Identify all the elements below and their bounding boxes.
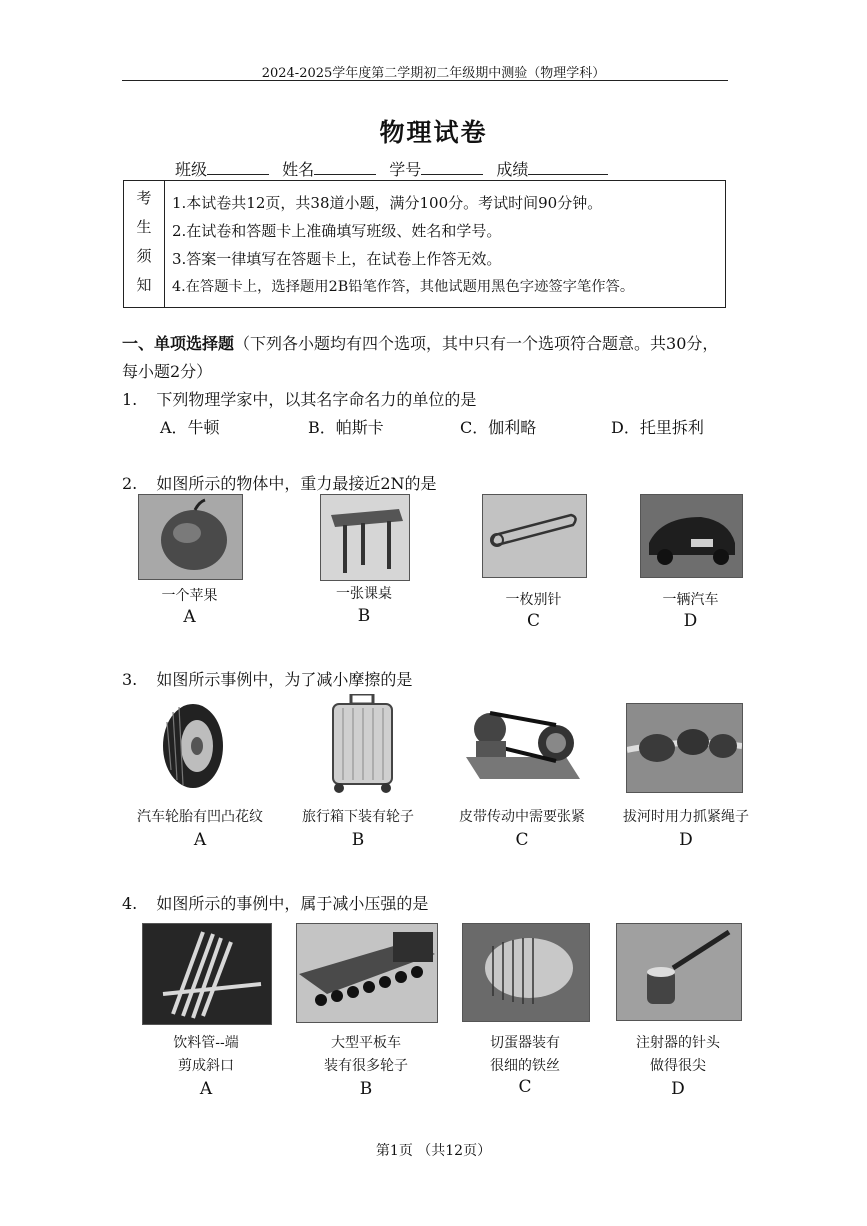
q1-option-b[interactable]: B．帕斯卡 bbox=[308, 418, 384, 437]
q1-option-c[interactable]: C．伽利略 bbox=[460, 418, 537, 437]
q2-option-d[interactable]: D bbox=[683, 611, 698, 631]
q4-option-a[interactable]: A bbox=[199, 1079, 213, 1099]
q4-option-d[interactable]: D bbox=[671, 1079, 685, 1099]
egg-slicer-image bbox=[462, 923, 590, 1022]
question-text: 下列物理学家中，以其名字命名力的单位的是 bbox=[156, 390, 477, 409]
syringe-image bbox=[616, 923, 742, 1021]
notice-item: 4.在答题卡上，选择题用2B铅笔作答，其他试题用黑色字迹签字笔作答。 bbox=[172, 279, 635, 295]
score-field[interactable] bbox=[496, 157, 608, 180]
exam-header: 2024-2025学年度第二学期初二年级期中测验（物理学科） bbox=[261, 66, 606, 81]
question-text: 如图所示的事例中，属于减小压强的是 bbox=[156, 894, 429, 913]
q2-caption-d: 一辆汽车 bbox=[662, 592, 719, 608]
straws-image bbox=[142, 923, 272, 1025]
name-field[interactable] bbox=[282, 157, 376, 180]
notice-items bbox=[172, 189, 721, 301]
page-title: 物理试卷 bbox=[379, 118, 488, 147]
section-title: 一、单项选择题 bbox=[122, 334, 235, 353]
score-label: 成绩 bbox=[496, 160, 529, 179]
q1-option-d[interactable]: D．托里拆利 bbox=[611, 418, 704, 437]
exam-notice-box bbox=[123, 180, 726, 308]
q3-caption-d: 拔河时用力抓紧绳子 bbox=[623, 809, 749, 825]
question-number: 2. bbox=[122, 474, 138, 493]
student-id-field[interactable] bbox=[389, 157, 483, 180]
belt-drive-image bbox=[462, 697, 584, 787]
header-rule bbox=[122, 80, 728, 81]
q2-caption-c: 一枚别针 bbox=[505, 592, 562, 608]
class-blank bbox=[207, 160, 269, 175]
section-description: （下列各小题均有四个选项，其中只有一个选项符合题意。共30分，每小题2分） bbox=[122, 334, 719, 381]
q2-option-b[interactable]: B bbox=[357, 606, 371, 626]
notice-item: 2.在试卷和答题卡上准确填写班级、姓名和学号。 bbox=[172, 222, 502, 240]
section-heading bbox=[122, 330, 732, 386]
flatbed-truck-image bbox=[296, 923, 438, 1023]
name-label: 姓名 bbox=[282, 160, 315, 179]
notice-side-char: 生 bbox=[136, 218, 152, 236]
safety-pin-image bbox=[482, 494, 587, 578]
q4-caption-a-line1: 饮料管--端 bbox=[173, 1035, 239, 1051]
q3-option-b[interactable]: B bbox=[351, 830, 365, 850]
q4-caption-b-line1: 大型平板车 bbox=[331, 1035, 401, 1051]
q2-option-a[interactable]: A bbox=[183, 607, 196, 627]
student-id-label: 学号 bbox=[389, 160, 422, 179]
q3-option-d[interactable]: D bbox=[679, 830, 693, 850]
q4-caption-d-line1: 注射器的针头 bbox=[636, 1035, 720, 1051]
notice-item: 1.本试卷共12页，共38道小题，满分100分。考试时间90分钟。 bbox=[172, 194, 603, 212]
suitcase-image bbox=[329, 694, 396, 794]
desk-image bbox=[320, 494, 410, 581]
question-1 bbox=[122, 387, 476, 410]
q3-option-c[interactable]: C bbox=[515, 830, 529, 850]
q3-option-a[interactable]: A bbox=[193, 830, 207, 850]
tug-of-war-image bbox=[626, 703, 743, 793]
notice-side-label bbox=[124, 181, 165, 307]
q3-caption-c: 皮带传动中需要张紧 bbox=[459, 809, 585, 825]
notice-side-char: 知 bbox=[136, 276, 152, 294]
q4-caption-d-line2: 做得很尖 bbox=[650, 1058, 706, 1074]
q3-caption-a: 汽车轮胎有凹凸花纹 bbox=[137, 809, 263, 825]
question-2 bbox=[122, 471, 437, 494]
car-image bbox=[640, 494, 743, 578]
student-info-fields bbox=[175, 157, 616, 180]
tire-image bbox=[157, 702, 229, 790]
question-number: 3. bbox=[122, 670, 138, 689]
q4-caption-c-line2: 很细的铁丝 bbox=[490, 1058, 560, 1074]
q1-option-a[interactable]: A．牛顿 bbox=[160, 418, 220, 437]
question-3 bbox=[122, 667, 412, 690]
student-id-blank bbox=[421, 160, 483, 175]
question-4 bbox=[122, 891, 428, 914]
q4-caption-c-line1: 切蛋器装有 bbox=[490, 1035, 560, 1051]
question-text: 如图所示的物体中，重力最接近2N的是 bbox=[156, 474, 437, 493]
q2-caption-a: 一个苹果 bbox=[161, 588, 218, 604]
q4-option-b[interactable]: B bbox=[359, 1079, 373, 1099]
q4-option-c[interactable]: C bbox=[518, 1077, 532, 1097]
q3-caption-b: 旅行箱下装有轮子 bbox=[302, 809, 414, 825]
class-label: 班级 bbox=[175, 160, 208, 179]
q2-caption-b: 一张课桌 bbox=[336, 586, 392, 602]
question-number: 4. bbox=[122, 894, 138, 913]
notice-item: 3.答案一律填写在答题卡上，在试卷上作答无效。 bbox=[172, 250, 502, 268]
question-number: 1. bbox=[122, 390, 138, 409]
apple-image bbox=[138, 494, 243, 580]
class-field[interactable] bbox=[175, 157, 269, 180]
q2-option-c[interactable]: C bbox=[526, 611, 540, 631]
score-blank bbox=[528, 160, 608, 175]
notice-side-char: 考 bbox=[136, 189, 152, 207]
name-blank bbox=[314, 160, 376, 175]
q4-caption-a-line2: 剪成斜口 bbox=[178, 1058, 234, 1074]
question-text: 如图所示事例中，为了减小摩擦的是 bbox=[156, 670, 413, 689]
notice-side-char: 须 bbox=[136, 247, 152, 265]
page-footer: 第1页 （共12页） bbox=[375, 1143, 492, 1159]
q4-caption-b-line2: 装有很多轮子 bbox=[324, 1058, 408, 1074]
